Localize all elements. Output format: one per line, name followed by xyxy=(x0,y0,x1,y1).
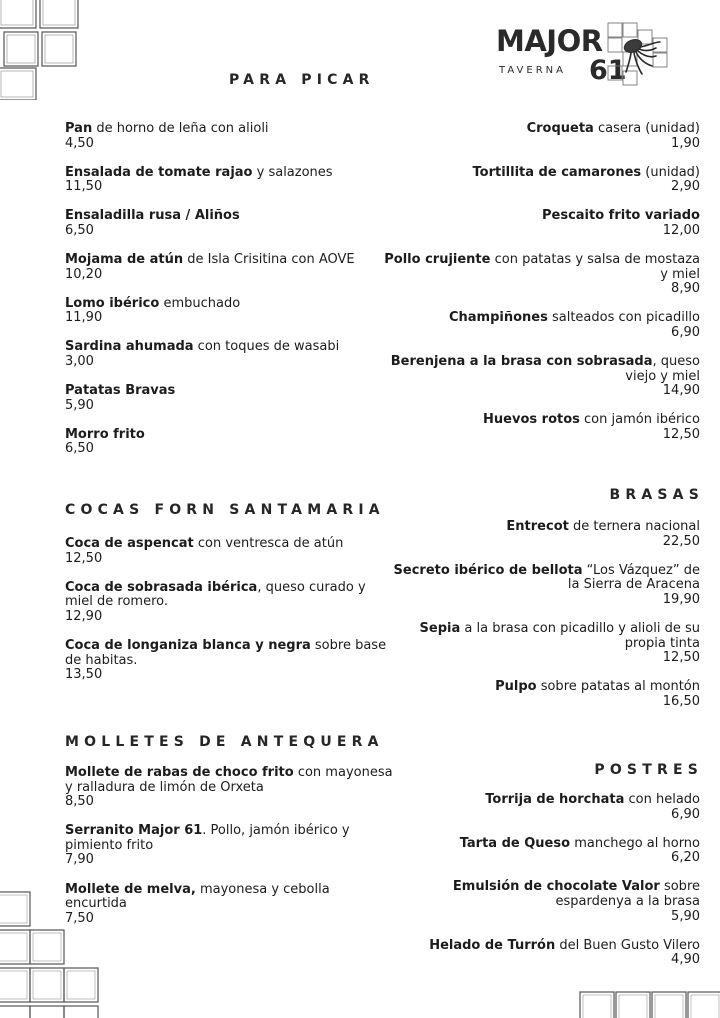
menu-item-description: sobre patatas al montón xyxy=(536,679,700,695)
menu-item-name: Croqueta xyxy=(526,121,594,136)
menu-item xyxy=(380,622,700,666)
menu-item-price: 12,50 xyxy=(662,426,700,442)
menu-item-description: casera (unidad) xyxy=(593,121,700,136)
menu-item-name: Sardina ahumada xyxy=(65,339,194,355)
menu-item-price: 11,50 xyxy=(65,179,103,195)
menu-item xyxy=(65,428,395,457)
menu-item xyxy=(380,413,700,442)
menu-item-name: Secreto ibérico de bellota xyxy=(393,562,583,578)
menu-item-name: Mojama de atún xyxy=(65,252,184,268)
menu-item-price: 19,90 xyxy=(662,591,700,607)
menu-item-price: 6,20 xyxy=(671,850,700,866)
menu-item xyxy=(65,209,395,238)
menu-item xyxy=(380,939,700,968)
para-picar-left-column xyxy=(65,122,395,472)
molletes-column xyxy=(65,766,395,941)
tile-pattern-top-left xyxy=(0,0,80,100)
menu-item xyxy=(380,837,700,866)
menu-item-description: del Buen Gusto Vilero xyxy=(555,937,700,953)
menu-item-price: 3,00 xyxy=(65,354,94,370)
menu-item-price: 5,90 xyxy=(671,908,700,924)
menu-item-name: Coca de sobrasada ibérica xyxy=(65,579,258,595)
menu-item-description: sobre base de habitas. xyxy=(65,637,387,668)
cocas-column xyxy=(65,537,395,697)
menu-item-name: Helado de Turrón xyxy=(429,937,556,953)
menu-item-name: Mollete de melva, xyxy=(65,881,196,897)
section-title-postres: POSTRES xyxy=(594,762,703,778)
brasas-column xyxy=(380,520,700,724)
para-picar-right-column xyxy=(380,122,700,457)
menu-item-description: , queso curado y miel de romero. xyxy=(65,579,366,610)
menu-item-name: Tortillita de camarones xyxy=(472,164,642,180)
menu-item-description: mayonesa y cebolla encurtida xyxy=(65,881,330,912)
menu-item-name: Serranito Major 61 xyxy=(65,823,203,839)
menu-item xyxy=(65,824,395,868)
menu-item-description: manchego al horno xyxy=(570,835,700,851)
menu-item xyxy=(380,355,700,399)
logo-number-text: 61 xyxy=(589,55,627,86)
section-title-para-picar: PARA PICAR xyxy=(229,72,375,88)
menu-item-description: (unidad) xyxy=(641,164,700,180)
logo-taverna-text: TAVERNA xyxy=(499,65,566,76)
menu-item-price: 7,50 xyxy=(65,910,94,926)
menu-item-description: , queso viejo y miel xyxy=(625,354,700,384)
menu-item xyxy=(65,122,395,151)
logo-tile-octopus-icon xyxy=(606,22,672,88)
menu-item-description: con jamón ibérico xyxy=(579,412,700,428)
menu-item-description: a la brasa con picadillo y alioli de su propia tinta xyxy=(460,620,700,651)
menu-item-description: . Pollo, jamón ibérico y pimiento frito xyxy=(65,823,350,853)
menu-item-price: 7,90 xyxy=(65,852,94,868)
menu-item-price: 13,50 xyxy=(65,667,103,683)
menu-item xyxy=(380,880,700,924)
menu-item xyxy=(65,766,395,810)
menu-item xyxy=(380,564,700,608)
menu-item-name: Ensalada de tomate rajao xyxy=(65,164,253,180)
menu-item xyxy=(65,581,395,625)
menu-item-name: Coca de aspencat xyxy=(65,536,194,551)
menu-item-price: 12,90 xyxy=(65,608,103,624)
menu-item-description: “Los Vázquez” de la Sierra de Aracena xyxy=(567,562,700,593)
menu-item-price: 10,20 xyxy=(65,266,103,282)
menu-item xyxy=(65,384,395,413)
menu-item-name: Entrecot xyxy=(506,519,569,534)
menu-item-name: Pollo crujiente xyxy=(384,252,491,268)
menu-item xyxy=(380,680,700,709)
logo-major-text: MAJOR xyxy=(496,24,603,58)
menu-item-price: 8,90 xyxy=(671,281,700,297)
menu-item-price: 5,90 xyxy=(65,397,94,413)
menu-item-price: 14,90 xyxy=(662,383,700,399)
menu-item xyxy=(380,166,700,195)
menu-item xyxy=(65,537,395,566)
menu-item-description: con ventresca de atún xyxy=(193,536,344,551)
brand-logo xyxy=(496,22,676,92)
menu-item xyxy=(380,253,700,297)
menu-item-name: Pan xyxy=(65,121,93,136)
menu-item-name: Patatas Bravas xyxy=(65,383,176,399)
tile-pattern-bottom-right xyxy=(576,988,720,1018)
menu-item-description: de Isla Crisitina con AOVE xyxy=(183,252,355,268)
menu-item xyxy=(65,253,395,282)
menu-item xyxy=(380,793,700,822)
section-title-brasas: BRASAS xyxy=(609,487,704,503)
menu-item-name: Lomo ibérico xyxy=(65,295,160,311)
menu-item-description: con mayonesa y ralladura de limón de Orxeta xyxy=(65,765,393,795)
menu-item-description: con toques de wasabi xyxy=(193,339,340,355)
menu-item-price: 12,50 xyxy=(65,550,103,566)
postres-column xyxy=(380,793,700,982)
menu-item-price: 6,90 xyxy=(671,806,700,822)
menu-item-price: 2,90 xyxy=(671,179,700,195)
menu-item-name: Champiñones xyxy=(448,310,548,326)
menu-item-price: 12,00 xyxy=(662,222,700,238)
menu-item-description: con patatas y salsa de mostaza y miel xyxy=(490,252,700,282)
menu-item-price: 12,50 xyxy=(662,650,700,666)
menu-item-name: Torrija de horchata xyxy=(485,792,625,807)
menu-item-name: Berenjena a la brasa con sobrasada xyxy=(390,354,653,370)
menu-item xyxy=(65,166,395,195)
menu-item xyxy=(380,520,700,549)
menu-item-price: 11,90 xyxy=(65,310,103,326)
menu-item-price: 6,90 xyxy=(671,324,700,340)
menu-item-description: salteados con picadillo xyxy=(547,310,700,326)
menu-item xyxy=(380,122,700,151)
menu-item xyxy=(65,340,395,369)
menu-item xyxy=(380,311,700,340)
menu-item-price: 6,50 xyxy=(65,441,94,457)
menu-item-price: 1,90 xyxy=(671,135,700,151)
menu-item-description: de ternera nacional xyxy=(568,519,700,534)
menu-item-name: Morro frito xyxy=(65,426,145,442)
section-title-cocas: COCAS FORN SANTAMARIA xyxy=(65,502,385,518)
menu-item-description: sobre espardenya a la brasa xyxy=(555,879,700,909)
menu-item-price: 6,50 xyxy=(65,222,94,238)
menu-item xyxy=(65,883,395,927)
menu-item-description: con helado xyxy=(624,792,700,807)
menu-item-name: Mollete de rabas de choco frito xyxy=(65,765,294,780)
menu-item-price: 22,50 xyxy=(662,533,700,549)
menu-item xyxy=(380,209,700,238)
menu-item-price: 4,90 xyxy=(671,952,700,968)
section-title-molletes: MOLLETES DE ANTEQUERA xyxy=(65,734,384,750)
menu-item xyxy=(65,297,395,326)
menu-item-description: y salazones xyxy=(252,164,333,180)
menu-item-name: Pulpo xyxy=(495,679,537,695)
menu-item-name: Pescaito frito variado xyxy=(541,208,700,224)
menu-item xyxy=(65,639,395,683)
menu-item-price: 8,50 xyxy=(65,794,94,810)
menu-item-name: Coca de longaniza blanca y negra xyxy=(65,637,311,653)
menu-item-name: Emulsión de chocolate Valor xyxy=(452,879,660,895)
menu-item-description: de horno de leña con alioli xyxy=(92,121,269,136)
menu-item-price: 4,50 xyxy=(65,135,94,151)
menu-item-name: Ensaladilla rusa / Aliños xyxy=(65,208,240,224)
menu-item-description: embuchado xyxy=(159,295,241,311)
menu-item-name: Tarta de Queso xyxy=(459,835,571,851)
menu-item-name: Huevos rotos xyxy=(483,412,580,428)
menu-item-price: 16,50 xyxy=(662,693,700,709)
menu-item-name: Sepia xyxy=(419,620,461,636)
